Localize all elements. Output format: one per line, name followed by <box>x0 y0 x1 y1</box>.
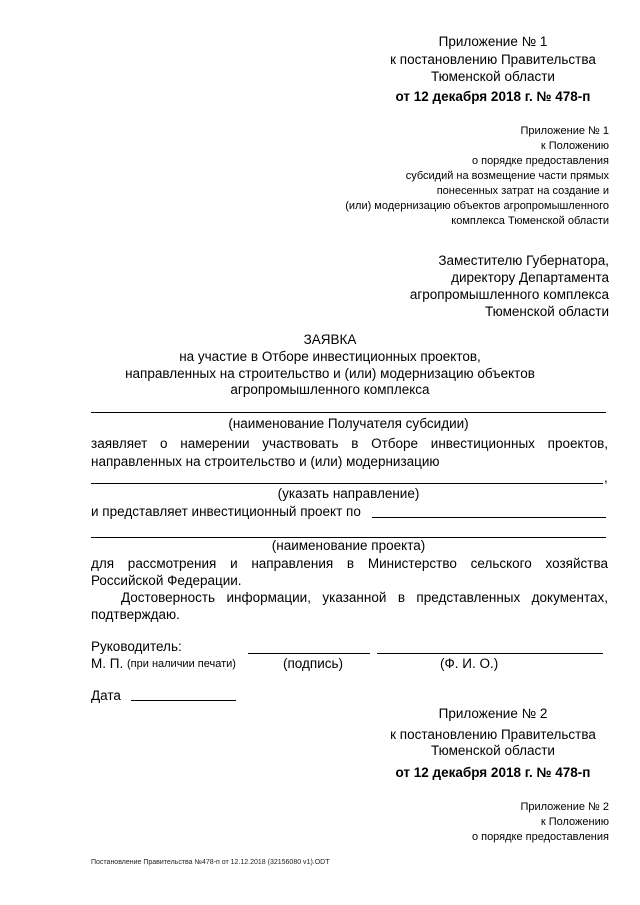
application-subtitle-line: на участие в Отборе инвестиционных проектов, <box>179 349 481 364</box>
date-label: Дата <box>91 688 121 703</box>
direction-comma: , <box>604 470 608 485</box>
fio-line[interactable] <box>377 653 603 654</box>
sub-appendix-1-line: субсидий на возмещение части прямых <box>405 170 609 182</box>
date-line[interactable] <box>131 700 236 701</box>
sub-appendix-1-line: понесенных затрат на создание и <box>436 185 609 197</box>
application-subtitle-line: агропромышленного комплекса <box>230 382 430 397</box>
stamp-note: (при наличии печати) <box>127 658 236 670</box>
stamp-label: М. П. <box>91 656 124 671</box>
sub-appendix-2-line: Приложение № 2 <box>520 801 609 813</box>
appendix-2-region: Тюменской области <box>431 743 555 758</box>
application-subtitle-line: направленных на строительство и (или) модернизацию объектов <box>125 366 535 381</box>
document-footer: Постановление Правительства №478-п от 12.12.2018 (32156080 v1).ODT <box>91 859 330 866</box>
confirm-line-2: подтверждаю. <box>91 607 180 622</box>
appendix-2-date-number: от 12 декабря 2018 г. № 478-п <box>395 765 591 780</box>
recipient-caption: (наименование Получателя субсидии) <box>228 416 469 431</box>
sub-appendix-1-line: (или) модернизацию объектов агропромышленного <box>345 200 609 212</box>
sub-appendix-1-line: Приложение № 1 <box>520 125 609 137</box>
appendix-1-date-number: от 12 декабря 2018 г. № 478-п <box>395 89 591 104</box>
sub-appendix-2-line: к Положению <box>540 816 609 828</box>
addressee-line: агропромышленного комплекса <box>409 287 609 302</box>
addressee <box>410 252 609 320</box>
review-line-1: для рассмотрения и направления в Министерство сельского хозяйства <box>91 556 608 571</box>
fio-caption: (Ф. И. О.) <box>440 656 499 671</box>
project-caption: (наименование проекта) <box>271 538 426 553</box>
addressee-line: Тюменской области <box>485 304 609 319</box>
sub-appendix-2 <box>472 800 609 845</box>
appendix-1-region: Тюменской области <box>431 69 555 84</box>
appendix-1-title: Приложение № 1 <box>438 34 548 49</box>
declares-line-2: направленных на строительство и (или) модернизацию <box>91 454 440 469</box>
appendix-2-resolution: к постановлению Правительства <box>390 727 596 742</box>
appendix-2-title: Приложение № 2 <box>438 706 548 721</box>
sub-appendix-1-line: комплекса Тюменской области <box>451 215 609 227</box>
review-line-2: Российской Федерации. <box>91 573 242 588</box>
sub-appendix-1-line: к Положению <box>540 140 609 152</box>
signature-line[interactable] <box>248 653 370 654</box>
direction-caption: (указать направление) <box>277 486 420 501</box>
recipient-name-line[interactable] <box>91 412 606 413</box>
addressee-line: директору Департамента <box>451 270 609 285</box>
direction-line[interactable] <box>91 483 603 484</box>
signature-caption: (подпись) <box>283 656 344 671</box>
application-title: ЗАЯВКА <box>303 332 357 347</box>
sub-appendix-1-line: о порядке предоставления <box>471 155 609 167</box>
addressee-line: Заместителю Губернатора, <box>438 253 609 268</box>
declares-line-1: заявляет о намерении участвовать в Отборе инвестиционных проектов, <box>91 436 608 451</box>
project-direction-line[interactable] <box>372 517 606 518</box>
sub-appendix-1 <box>345 124 609 229</box>
head-label: Руководитель: <box>91 639 182 654</box>
confirm-line-1: Достоверность информации, указанной в представленных документах, <box>121 590 608 605</box>
presents-text: и представляет инвестиционный проект по <box>91 504 361 519</box>
appendix-1-resolution: к постановлению Правительства <box>390 52 596 67</box>
sub-appendix-2-line: о порядке предоставления <box>471 831 609 843</box>
